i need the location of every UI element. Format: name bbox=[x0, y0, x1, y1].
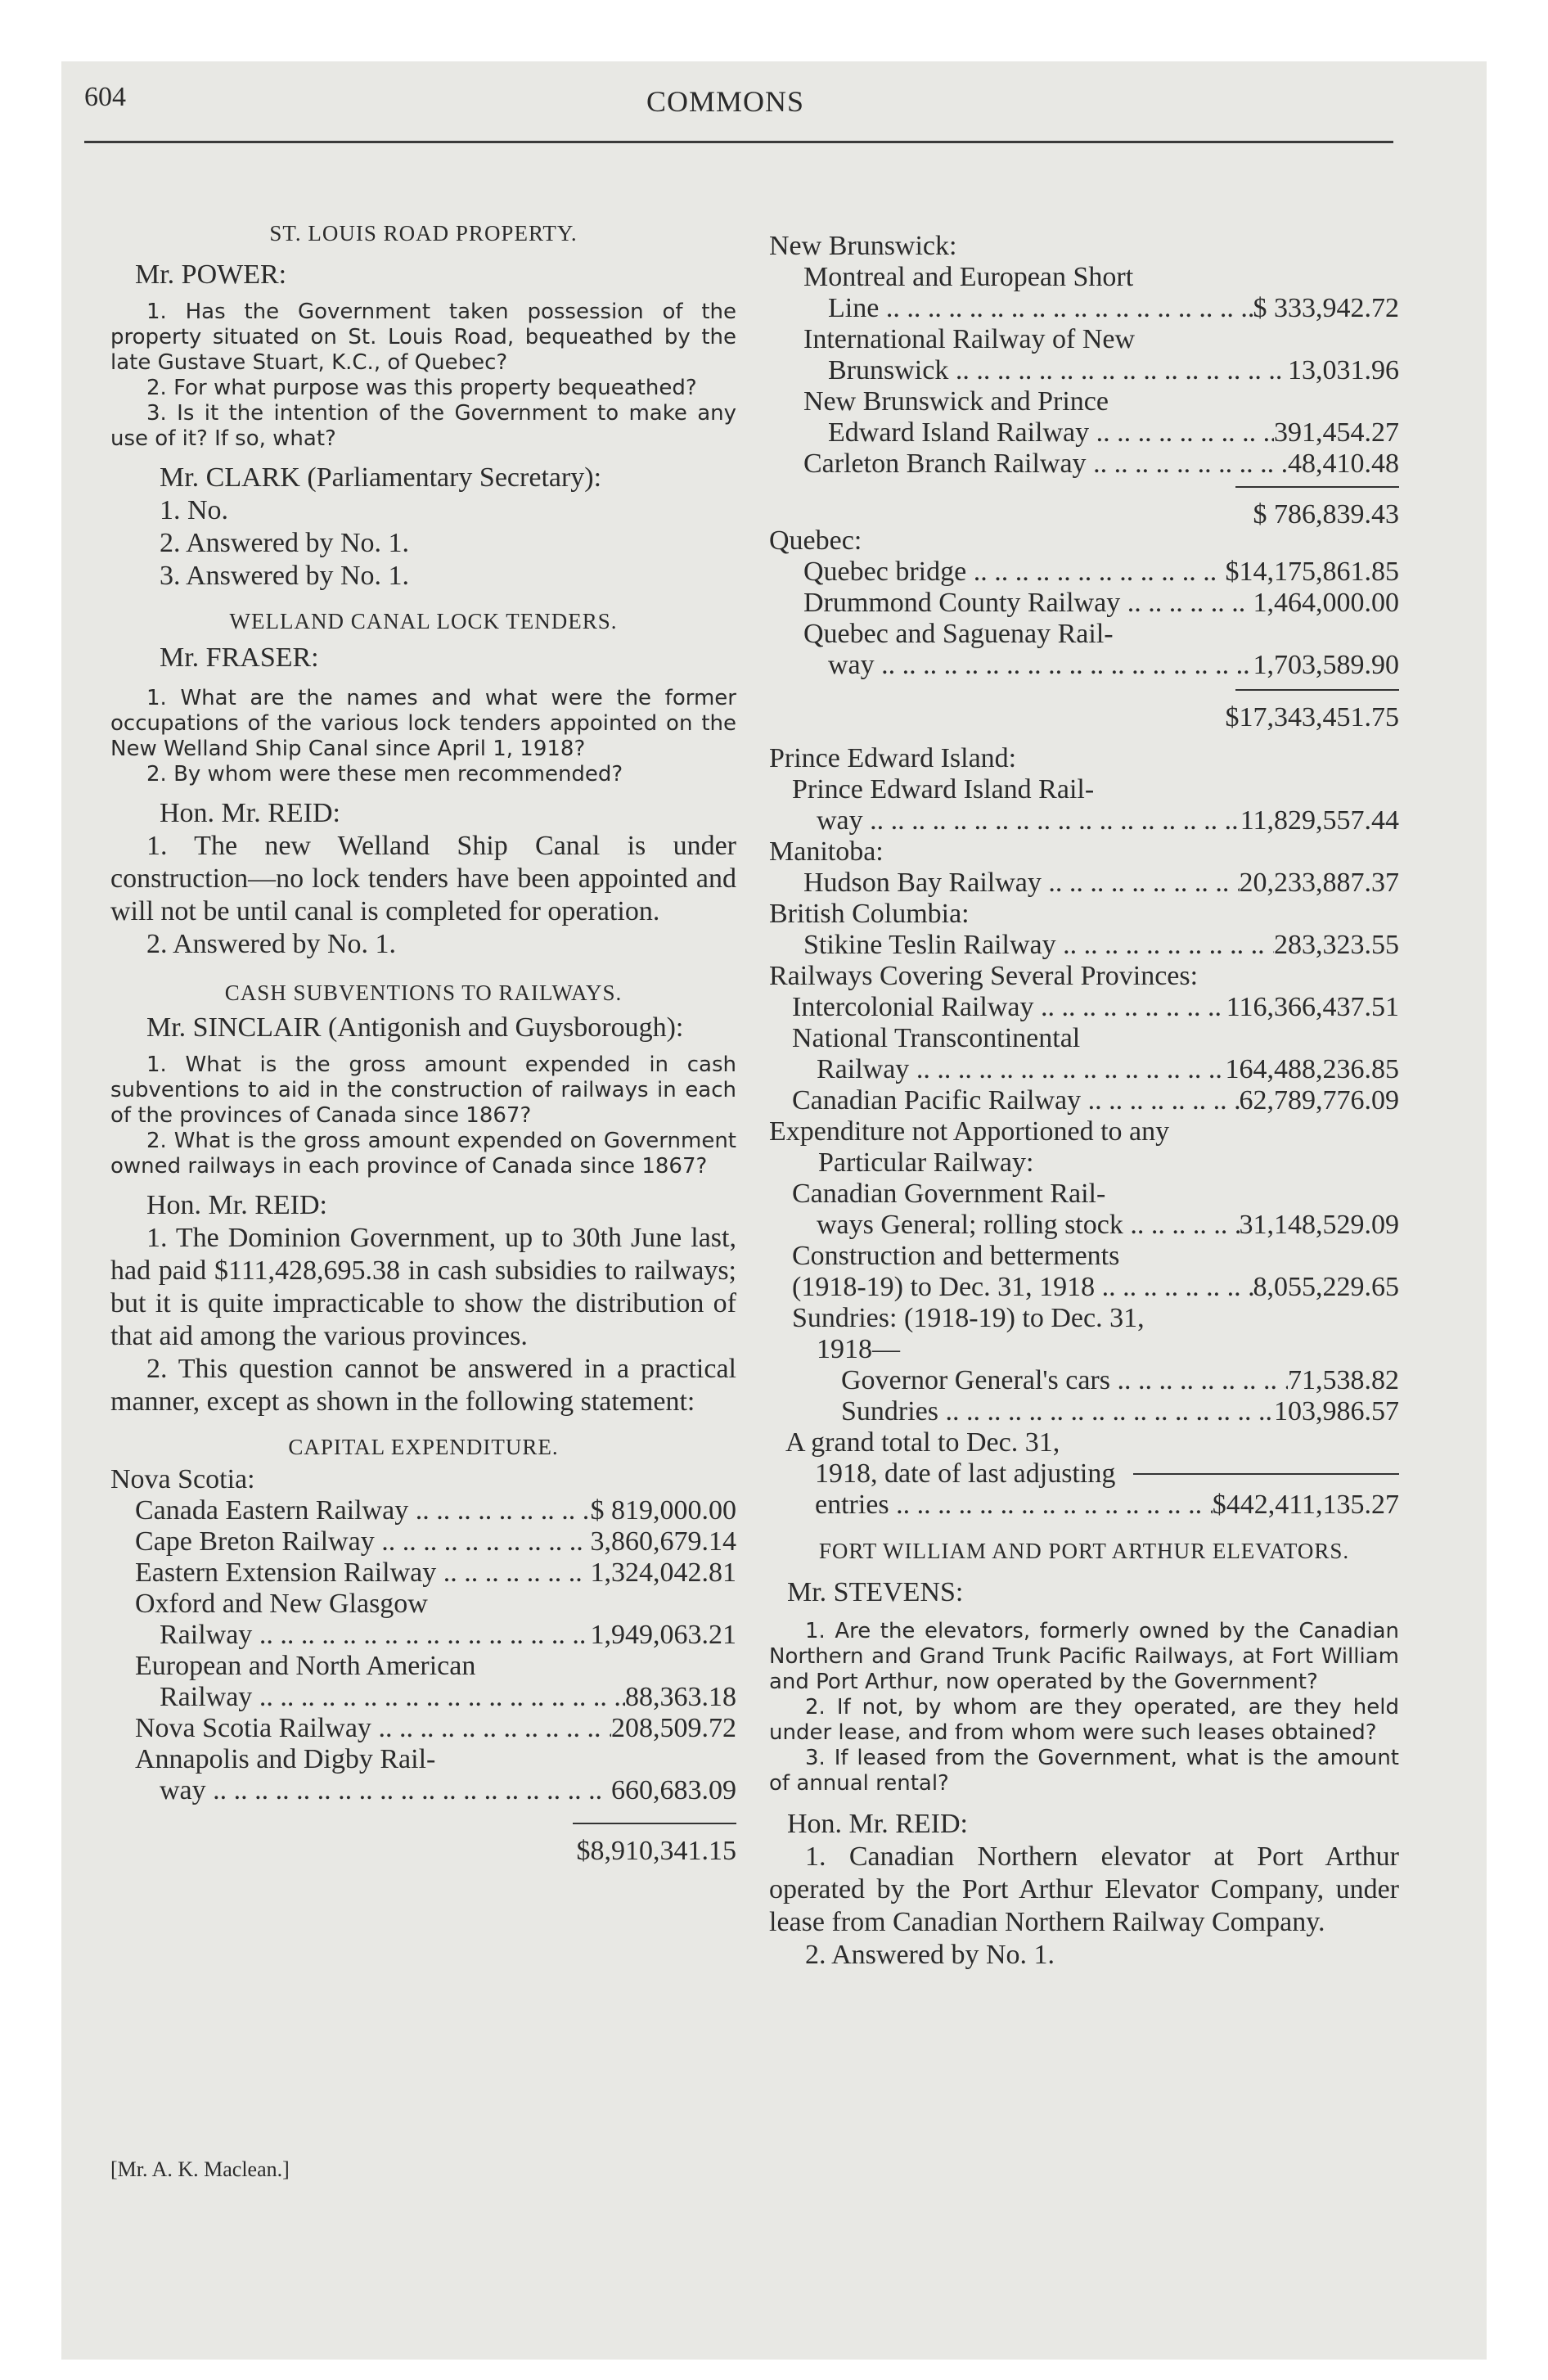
question-text: 1. What are the names and what were the former occupations of the various lock tenders appointed on the New Welland Ship Canal since April 1, 1918? bbox=[110, 686, 736, 761]
section-heading: CASH SUBVENTIONS TO RAILWAYS. bbox=[224, 980, 623, 1005]
speaker-name: Hon. Mr. REID: bbox=[160, 798, 340, 828]
table-row: Intercolonial Railway .. .. 116,366,437.51 bbox=[792, 992, 1399, 1023]
subtotal-amount: $ 786,839.43 bbox=[1253, 499, 1399, 530]
speaker-name: Mr. CLARK (Parliamentary Secretary): bbox=[160, 462, 602, 493]
section-heading: FORT WILLIAM AND PORT ARTHUR ELEVATORS. bbox=[818, 1539, 1350, 1563]
table-row-label: International Railway of New bbox=[803, 324, 1136, 354]
table-row-label: Quebec and Saguenay Rail- bbox=[803, 619, 1114, 649]
table-row: Canadian Pacific Railway .. .. 62,789,776.09 bbox=[792, 1085, 1399, 1116]
table-row: Cape Breton Railway .. .. 3,860,679.14 bbox=[135, 1526, 736, 1557]
table-row: Stikine Teslin Railway .. .. 283,323.55 bbox=[803, 930, 1399, 961]
answer-text: 2. Answered by No. 1. bbox=[160, 528, 410, 558]
question-text: 1. Are the elevators, formerly owned by the Canadian Northern and Grand Trunk Pacific Railways, at Fort William and Port Arthur, now operated by the Government? bbox=[769, 1619, 1399, 1694]
table-row-label: European and North American bbox=[135, 1651, 476, 1681]
page-number: 604 bbox=[84, 82, 126, 112]
header-rule bbox=[84, 141, 1393, 143]
table-row-label: National Transcontinental bbox=[792, 1023, 1081, 1053]
answer-text: 1. Canadian Northern elevator at Port Arthur operated by the Port Arthur Elevator Company, under lease from Canadian Northern Railway Company. bbox=[769, 1841, 1399, 1937]
table-row: Railway .. .. 164,488,236.85 bbox=[792, 1054, 1399, 1085]
province-label: Manitoba: bbox=[769, 836, 884, 867]
question-text: 2. By whom were these men recommended? bbox=[146, 762, 623, 787]
answer-text: 1. The new Welland Ship Canal is under construction—no lock tenders have been appointed and will not be until canal is completed for operation. bbox=[110, 831, 736, 926]
subtotal-rule bbox=[1235, 689, 1399, 691]
right-column bbox=[769, 231, 1399, 1972]
grand-total-label: 1918, date of last adjusting bbox=[815, 1458, 1116, 1489]
left-column bbox=[110, 219, 736, 1867]
table-row: way .. .. 660,683.09 bbox=[135, 1775, 736, 1806]
answer-text: 2. This question cannot be answered in a practical manner, except as shown in the following statement: bbox=[110, 1354, 736, 1417]
table-row: Canada Eastern Railway .. .. $ 819,000.00 bbox=[135, 1495, 736, 1526]
province-label: Nova Scotia: bbox=[110, 1464, 255, 1494]
total-amount: $8,910,341.15 bbox=[576, 1836, 736, 1866]
section-label: Expenditure not Apportioned to any Particular Railway: bbox=[769, 1116, 1170, 1178]
speaker-name: Hon. Mr. REID: bbox=[146, 1190, 327, 1220]
speaker-name: Hon. Mr. REID: bbox=[787, 1809, 968, 1839]
table-row: Hudson Bay Railway .. .. 20,233,887.37 bbox=[803, 868, 1399, 899]
table-row: Carleton Branch Railway .. .. 48,410.48 bbox=[803, 449, 1399, 480]
table-row: (1918-19) to Dec. 31, 1918 .. .. 8,055,229.65 bbox=[792, 1272, 1399, 1303]
table-row: ways General; rolling stock .. .. 31,148,529.09 bbox=[792, 1210, 1399, 1241]
total-rule bbox=[573, 1823, 736, 1824]
question-text: 2. If not, by whom are they operated, are they held under lease, and from whom were such leases obtained? bbox=[769, 1695, 1399, 1745]
speaker-name: Mr. FRASER: bbox=[160, 642, 319, 673]
section-heading: WELLAND CANAL LOCK TENDERS. bbox=[229, 609, 618, 633]
speaker-name: Mr. SINCLAIR (Antigonish and Guysborough): bbox=[146, 1012, 684, 1043]
footer-attribution: [Mr. A. K. Maclean.] bbox=[110, 2157, 290, 2181]
table-row-label: Prince Edward Island Rail- bbox=[792, 774, 1095, 805]
answer-text: 1. No. bbox=[160, 495, 229, 525]
province-label: New Brunswick: bbox=[769, 231, 957, 261]
answer-text: 2. Answered by No. 1. bbox=[805, 1940, 1055, 1970]
question-text: 3. Is it the intention of the Government to make any use of it? If so, what? bbox=[110, 401, 736, 451]
capital-expenditure-table bbox=[110, 1495, 736, 1867]
table-row-label: 1918— bbox=[817, 1334, 900, 1364]
speaker-name: Mr. STEVENS: bbox=[787, 1577, 964, 1607]
table-row: Quebec bridge .. .. $14,175,861.85 bbox=[803, 557, 1399, 588]
table-row: Drummond County Railway .. .. 1,464,000.00 bbox=[803, 588, 1399, 619]
grand-total-label: A grand total to Dec. 31, bbox=[785, 1427, 1060, 1458]
question-text: 1. Has the Government taken possession of the property situated on St. Louis Road, bequeathed by the late Gustave Stuart, K.C., of Quebec? bbox=[110, 300, 736, 375]
running-head: COMMONS bbox=[646, 85, 805, 118]
table-row: Sundries .. .. 103,986.57 bbox=[841, 1396, 1399, 1427]
province-label: Quebec: bbox=[769, 525, 862, 556]
table-row: Railway .. .. 1,949,063.21 bbox=[135, 1620, 736, 1651]
table-row-label: Oxford and New Glasgow bbox=[135, 1589, 428, 1619]
table-row-label: Sundries: (1918-19) to Dec. 31, bbox=[792, 1303, 1145, 1333]
table-row: entries .. .. $442,411,135.27 bbox=[785, 1490, 1399, 1521]
table-row: way .. .. 1,703,589.90 bbox=[803, 650, 1399, 681]
question-text: 2. For what purpose was this property bequeathed? bbox=[146, 376, 697, 400]
answer-text: 1. The Dominion Government, up to 30th June last, had paid $111,428,695.38 in cash subsidies to railways; but it is quite impracticable to show the distribution of that aid among the various provinces. bbox=[110, 1223, 736, 1351]
table-row-label: Montreal and European Short bbox=[803, 262, 1134, 292]
province-label: British Columbia: bbox=[769, 899, 970, 929]
table-row: Governor General's cars .. .. 71,538.82 bbox=[841, 1365, 1399, 1396]
province-label: Prince Edward Island: bbox=[769, 743, 1017, 773]
question-text: 2. What is the gross amount expended on Government owned railways in each province of Canada since 1867? bbox=[110, 1129, 736, 1179]
table-row-label: Annapolis and Digby Rail- bbox=[135, 1744, 436, 1774]
total-rule bbox=[1133, 1473, 1399, 1475]
table-row-label: New Brunswick and Prince bbox=[803, 386, 1109, 417]
table-row-label: Canadian Government Rail- bbox=[792, 1179, 1106, 1209]
table-row-label: Construction and betterments bbox=[792, 1241, 1120, 1271]
table-row: Nova Scotia Railway .. .. 208,509.72 bbox=[135, 1713, 736, 1744]
question-text: 1. What is the gross amount expended in cash subventions to aid in the construction of railways in each of the provinces of Canada since 1867? bbox=[110, 1053, 736, 1128]
section-heading: ST. LOUIS ROAD PROPERTY. bbox=[269, 221, 578, 246]
table-row: Line .. .. $ 333,942.72 bbox=[803, 293, 1399, 324]
subtotal-rule bbox=[1235, 486, 1399, 488]
question-text: 3. If leased from the Government, what is the amount of annual rental? bbox=[769, 1746, 1399, 1796]
subtotal-amount: $17,343,451.75 bbox=[1225, 702, 1399, 732]
table-row: Edward Island Railway .. .. 391,454.27 bbox=[803, 417, 1399, 449]
table-row: way .. .. 11,829,557.44 bbox=[792, 805, 1399, 836]
table-row: Eastern Extension Railway .. .. 1,324,042.81 bbox=[135, 1557, 736, 1589]
table-row: Railway .. .. 88,363.18 bbox=[135, 1682, 736, 1713]
answer-text: 3. Answered by No. 1. bbox=[160, 561, 410, 591]
answer-text: 2. Answered by No. 1. bbox=[146, 929, 397, 959]
table-row: Brunswick .. .. 13,031.96 bbox=[803, 355, 1399, 386]
speaker-name: Mr. POWER: bbox=[135, 259, 287, 290]
section-label: Railways Covering Several Provinces: bbox=[769, 961, 1199, 991]
table-heading: CAPITAL EXPENDITURE. bbox=[288, 1435, 559, 1459]
